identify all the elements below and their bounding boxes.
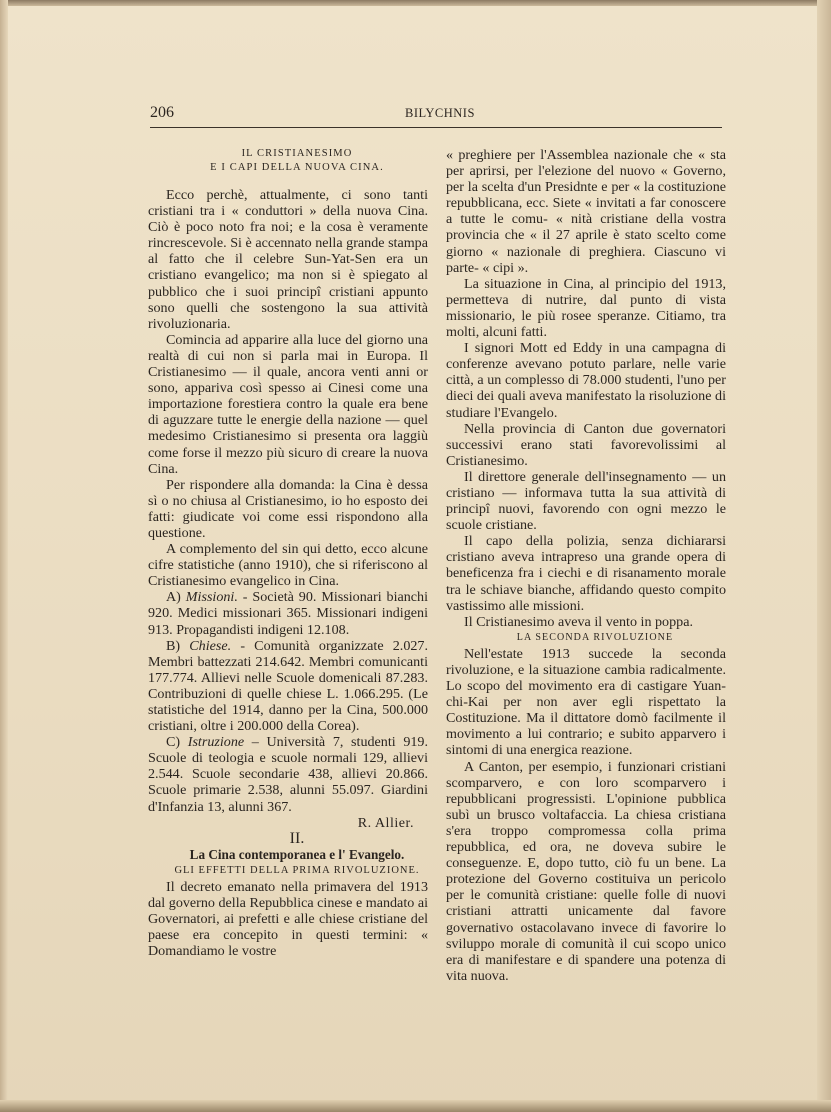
page-edge-right (817, 0, 831, 1112)
paragraph: « preghiere per l'Assemblea nazionale che « sta per aprirsi, per l'elezione del nuovo « Governo, per la scelta d'un Presidnte e per « la costituzione repubblicana, ecc. Siete « invitati a far conoscere a tutte le comu- « nità cristiane della vostra provincia che « il 27 aprile è stato scelto come giorno « nazionale di preghiera. Ciascuno vi parte- « cipi ». (446, 147, 726, 276)
page-number: 206 (150, 104, 174, 121)
paragraph: Nella provincia di Canton due governatori successivi erano stati favorevolissimi al Cristianesimo. (446, 420, 726, 469)
stat-chiese (148, 638, 428, 735)
running-head (150, 104, 720, 126)
section-title-line2: E I CAPI DELLA NUOVA CINA. (210, 162, 384, 173)
paragraph: Ecco perchè, attualmente, ci sono tanti cristiani tra i « conduttori » della nuova Cina. Ciò è poco noto fra noi; e la cosa è veramente rincrescevole. Si è accennato nella grande stampa al fatto che il celebre Sun-Yat-Sen era un cristiano evangelico; ma non si è spiegato al pubblico che i suoi principî cristiani appunto sono quelli che sostengono la sua attività rivoluzionaria. (148, 187, 428, 332)
part-title: La Cina contemporanea e l' Evangelo. (189, 846, 405, 862)
stat-istruzione (148, 734, 428, 814)
left-column (148, 147, 428, 960)
header-rule (150, 127, 722, 128)
paragraph: Comincia ad apparire alla luce del giorno una realtà di cui non si parla mai in Europa. Il Cristianesimo — il quale, ancora venti anni or sono, appariva così spesso ai Cinesi come una importazione forestiera contro la quale era bene di aguzzare tutte le energie della nazione — quel medesimo Cristianesimo si presenta ora laggiù come forse il mezzo più sicuro di creare la nuova Cina. (148, 331, 428, 477)
paragraph: I signori Mott ed Eddy in una campagna di conferenze avevano potuto parlare, nelle varie città, a un complesso di 78.000 studenti, l'uno per dieci dei quali aveva manifestato la risoluzione di studiare l'Evangelo. (446, 340, 726, 421)
stat-label: A) (166, 589, 181, 606)
stat-missioni (148, 589, 428, 637)
paragraph: Il direttore generale dell'insegnamento — un cristiano — informava tutta la sua attività di principî nuovi, favorendo con ogni mezzo le scuole cristiane. (446, 468, 726, 534)
subsection-heading: GLI EFFETTI DELLA PRIMA RIVOLUZIONE. (174, 864, 420, 876)
paragraph: Il decreto emanato nella primavera del 1913 dal governo della Repubblica cinese e mandato ai Governatori, ai prefetti e alle chiese cristiane del paese era concepito in questi termini: « Domandiamo le vostre (148, 879, 428, 960)
paragraph: Il capo della polizia, senza dichiararsi cristiano aveva intrapreso una grande opera di beneficenza fra i ciechi e di risanamento morale tra le schiave bianche, affidando questo compito vastissimo alle missioni. (446, 533, 726, 614)
stat-label: C) (166, 734, 181, 751)
paragraph: Per rispondere alla domanda: la Cina è dessa sì o no chiusa al Cristianesimo, io ho esposto dei fatti: giudicate voi come essi rispondono alla questione. (148, 476, 428, 541)
part-number: II. (289, 829, 305, 847)
subsection-heading: LA SECONDA RIVOLUZIONE (516, 631, 674, 643)
stat-text: - Società 90. Missionari bianchi 920. Medici missionari 365. Missionari indigeni 913. Propagandisti indigeni 12.108. (148, 589, 428, 638)
paragraph: La situazione in Cina, al principio del 1913, permetteva di nutrire, dal punto di vista missionario, le più rosee speranze. Citiamo, tra molti, alcuni fatti. (446, 275, 726, 341)
stat-title: Chiese. (189, 637, 232, 654)
page-edge-bottom (0, 1100, 831, 1112)
paragraph: Nell'estate 1913 succede la seconda rivoluzione, e la situazione cambia radicalmente. Lo scopo del movimento era di castigare Yuan-chi-Kai per non aver egli rispettato la Costituzione. Ma il dittatore domò facilmente il movimento a lui contrario; e subito apparvero i sintomi di una energica reazione. (446, 645, 726, 759)
paragraph: Il Cristianesimo aveva il vento in poppa. (464, 613, 693, 630)
stat-label: B) (166, 637, 181, 654)
author-signature: R. Allier. (357, 814, 414, 831)
stat-title: Istruzione (187, 734, 245, 751)
page-edge-left (0, 0, 8, 1112)
stat-title: Missioni. (185, 589, 238, 606)
journal-title: BILYCHNIS (405, 106, 475, 120)
paragraph: A complemento del sin qui detto, ecco alcune cifre statistiche (anno 1910), che si riferiscono al Cristianesimo evangelico in Cina. (148, 541, 428, 590)
page-edge-top (0, 0, 831, 6)
right-column (446, 147, 726, 984)
section-title-line1: IL CRISTIANESIMO (241, 148, 353, 159)
stat-text: - Comunità organizzate 2.027. Membri battezzati 214.642. Membri comunicanti 177.774. Allievi nelle Scuole domenicali 87.283. Contribuzioni di quelle chiese L. 1.066.295. (Le statistiche del 1914, danno per la Cina, 500.000 cristiani, oltre i 200.000 della Corea). (148, 637, 428, 735)
stat-text: – Università 7, studenti 919. Scuole di teologia e scuole normali 129, allievi 2.544. Scuole secondarie 438, allievi 20.866. Scuole primarie 2.538, alunni 55.097. Giardini d'Infanzia 13, alunni 367. (148, 734, 428, 815)
paragraph: A Canton, per esempio, i funzionari cristiani scomparvero, e con loro scomparvero i repubblicani progressisti. L'opinione pubblica subì un brusco voltafaccia. La chiesa cristiana s'era troppo compromessa colla prima repubblica, ed ora, ne doveva subire le conseguenze. E, dopo tutto, ciò fu un bene. La protezione del Governo costituiva un pericolo per le comunità cristiane: quelle folle di nuovi cristiani attratti unicamente dal favore governativo ostacolavano invece di favorire lo sviluppo morale di comunità il cui scopo unico era di manifestare e di spandere una potenza di vita nuova. (446, 758, 726, 984)
